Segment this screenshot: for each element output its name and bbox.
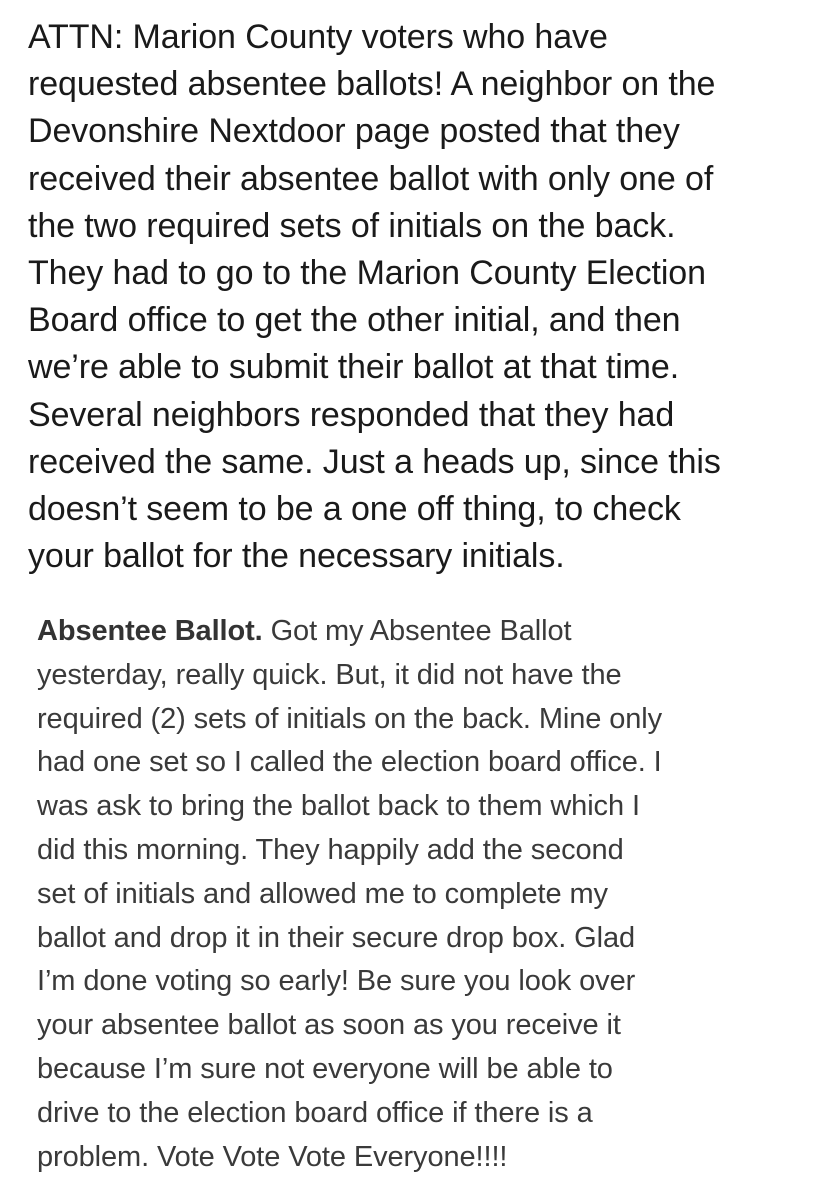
quoted-post-line: I’m done voting so early! Be sure you look over bbox=[37, 965, 636, 998]
quoted-post-title: Absentee Ballot. bbox=[37, 615, 263, 647]
post-text-line: ATTN: Marion County voters who have bbox=[28, 18, 608, 56]
quoted-post-line: had one set so I called the election board office. I bbox=[37, 746, 662, 779]
post-text-line: Devonshire Nextdoor page posted that they bbox=[28, 112, 680, 151]
quoted-post-line: was ask to bring the ballot back to them which I bbox=[37, 790, 640, 823]
quoted-post-line: drive to the election board office if there is a bbox=[37, 1096, 593, 1129]
post-text-line: received their absentee ballot with only one of bbox=[28, 159, 714, 198]
quoted-post-line: your absentee ballot as soon as you receive it bbox=[37, 1009, 621, 1042]
post-text-line: the two required sets of initials on the back. bbox=[28, 206, 676, 245]
quoted-post-line: ballot and drop it in their secure drop box. Glad bbox=[37, 921, 636, 954]
quoted-post-first-line-text: Got my Absentee Ballot bbox=[262, 615, 572, 647]
post-text-line: doesn’t seem to be a one off thing, to check bbox=[28, 490, 681, 529]
quoted-post-line: did this morning. They happily add the second bbox=[37, 833, 624, 866]
quoted-post-line: required (2) sets of initials on the back. Mine only bbox=[37, 702, 663, 735]
quoted-neighbor-post bbox=[37, 610, 797, 1179]
post-text-line: requested absentee ballots! A neighbor on the bbox=[28, 65, 716, 104]
post-text-line: received the same. Just a heads up, since this bbox=[28, 442, 721, 481]
post-text-line: Board office to get the other initial, and then bbox=[28, 301, 681, 340]
post-text-line: They had to go to the Marion County Election bbox=[28, 254, 706, 293]
quoted-post-first-line bbox=[37, 610, 797, 654]
post-text-line: Several neighbors responded that they had bbox=[28, 395, 675, 434]
post-text bbox=[28, 14, 808, 580]
quoted-post-line: yesterday, really quick. But, it did not have the bbox=[37, 658, 622, 691]
quoted-post-line: because I’m sure not everyone will be able to bbox=[37, 1052, 613, 1085]
quoted-post-line: problem. Vote Vote Vote Everyone!!!! bbox=[37, 1140, 508, 1173]
quoted-post-line: set of initials and allowed me to complete my bbox=[37, 877, 608, 910]
post-text-line: your ballot for the necessary initials. bbox=[28, 537, 565, 576]
post-text-line: we’re able to submit their ballot at that time. bbox=[28, 348, 680, 387]
